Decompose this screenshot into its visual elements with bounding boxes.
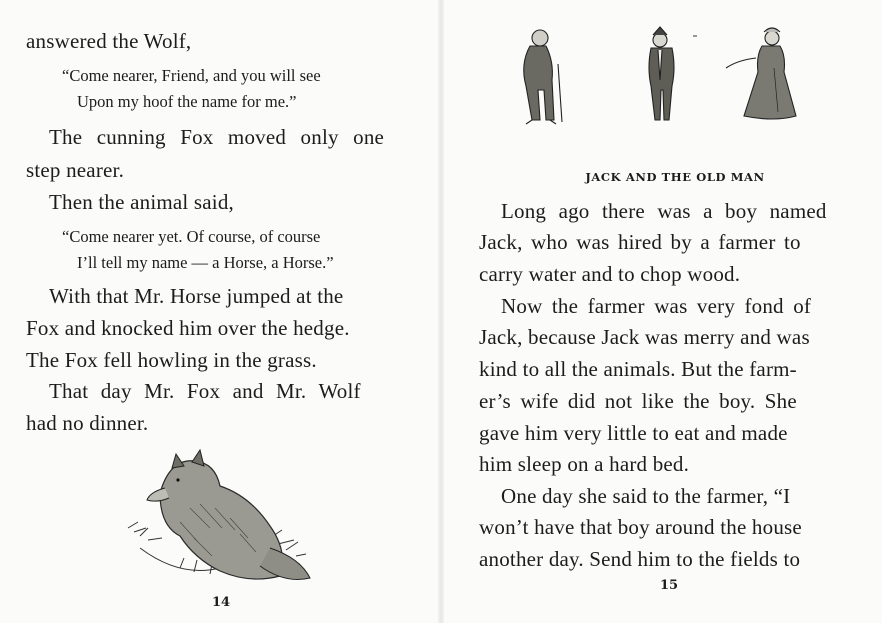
verse-line: I’ll tell my name — a Horse, a Horse.”: [77, 253, 334, 272]
text-line: Fox and knocked him over the hedge.: [26, 316, 350, 340]
text-line: er’s wife did not like the boy. She: [479, 389, 797, 413]
text-line: With that Mr. Horse jumped at the: [49, 284, 344, 308]
text-line: The Fox fell howling in the grass.: [26, 348, 317, 372]
text-line: carry water and to chop wood.: [479, 262, 741, 286]
old-man-boy-woman-illustration: [510, 24, 830, 134]
text-line: Jack, who was hired by a farmer to: [479, 230, 801, 254]
text-line: The cunning Fox moved only one: [49, 125, 385, 149]
text-line: Then the animal said,: [49, 190, 234, 214]
verse-line: “Come nearer yet. Of course, of course: [62, 227, 321, 246]
text-line: answered the Wolf,: [26, 29, 192, 53]
text-line: step nearer.: [26, 158, 125, 182]
page-number: 15: [660, 578, 679, 593]
chapter-heading: JACK AND THE OLD MAN: [585, 170, 765, 184]
text-line: Now the farmer was very fond of: [501, 294, 812, 318]
text-line: him sleep on a hard bed.: [479, 452, 690, 476]
verse-line: Upon my hoof the name for me.”: [77, 92, 297, 111]
text-line: had no dinner.: [26, 411, 149, 435]
text-line: won’t have that boy around the house: [479, 515, 802, 539]
text-line: gave him very little to eat and made: [479, 421, 788, 445]
fox-illustration: [120, 448, 320, 598]
text-line: Jack, because Jack was merry and was: [479, 325, 810, 349]
text-line: another day. Send him to the fields to: [479, 547, 801, 571]
verse-line: “Come nearer, Friend, and you will see: [62, 66, 321, 85]
text-line: One day she said to the farmer, “I: [501, 484, 791, 508]
book-gutter: [438, 0, 444, 623]
text-line: Long ago there was a boy named: [501, 199, 827, 223]
page-number: 14: [212, 595, 231, 610]
text-line: kind to all the animals. But the farm-: [479, 357, 797, 381]
text-line: That day Mr. Fox and Mr. Wolf: [49, 379, 361, 403]
